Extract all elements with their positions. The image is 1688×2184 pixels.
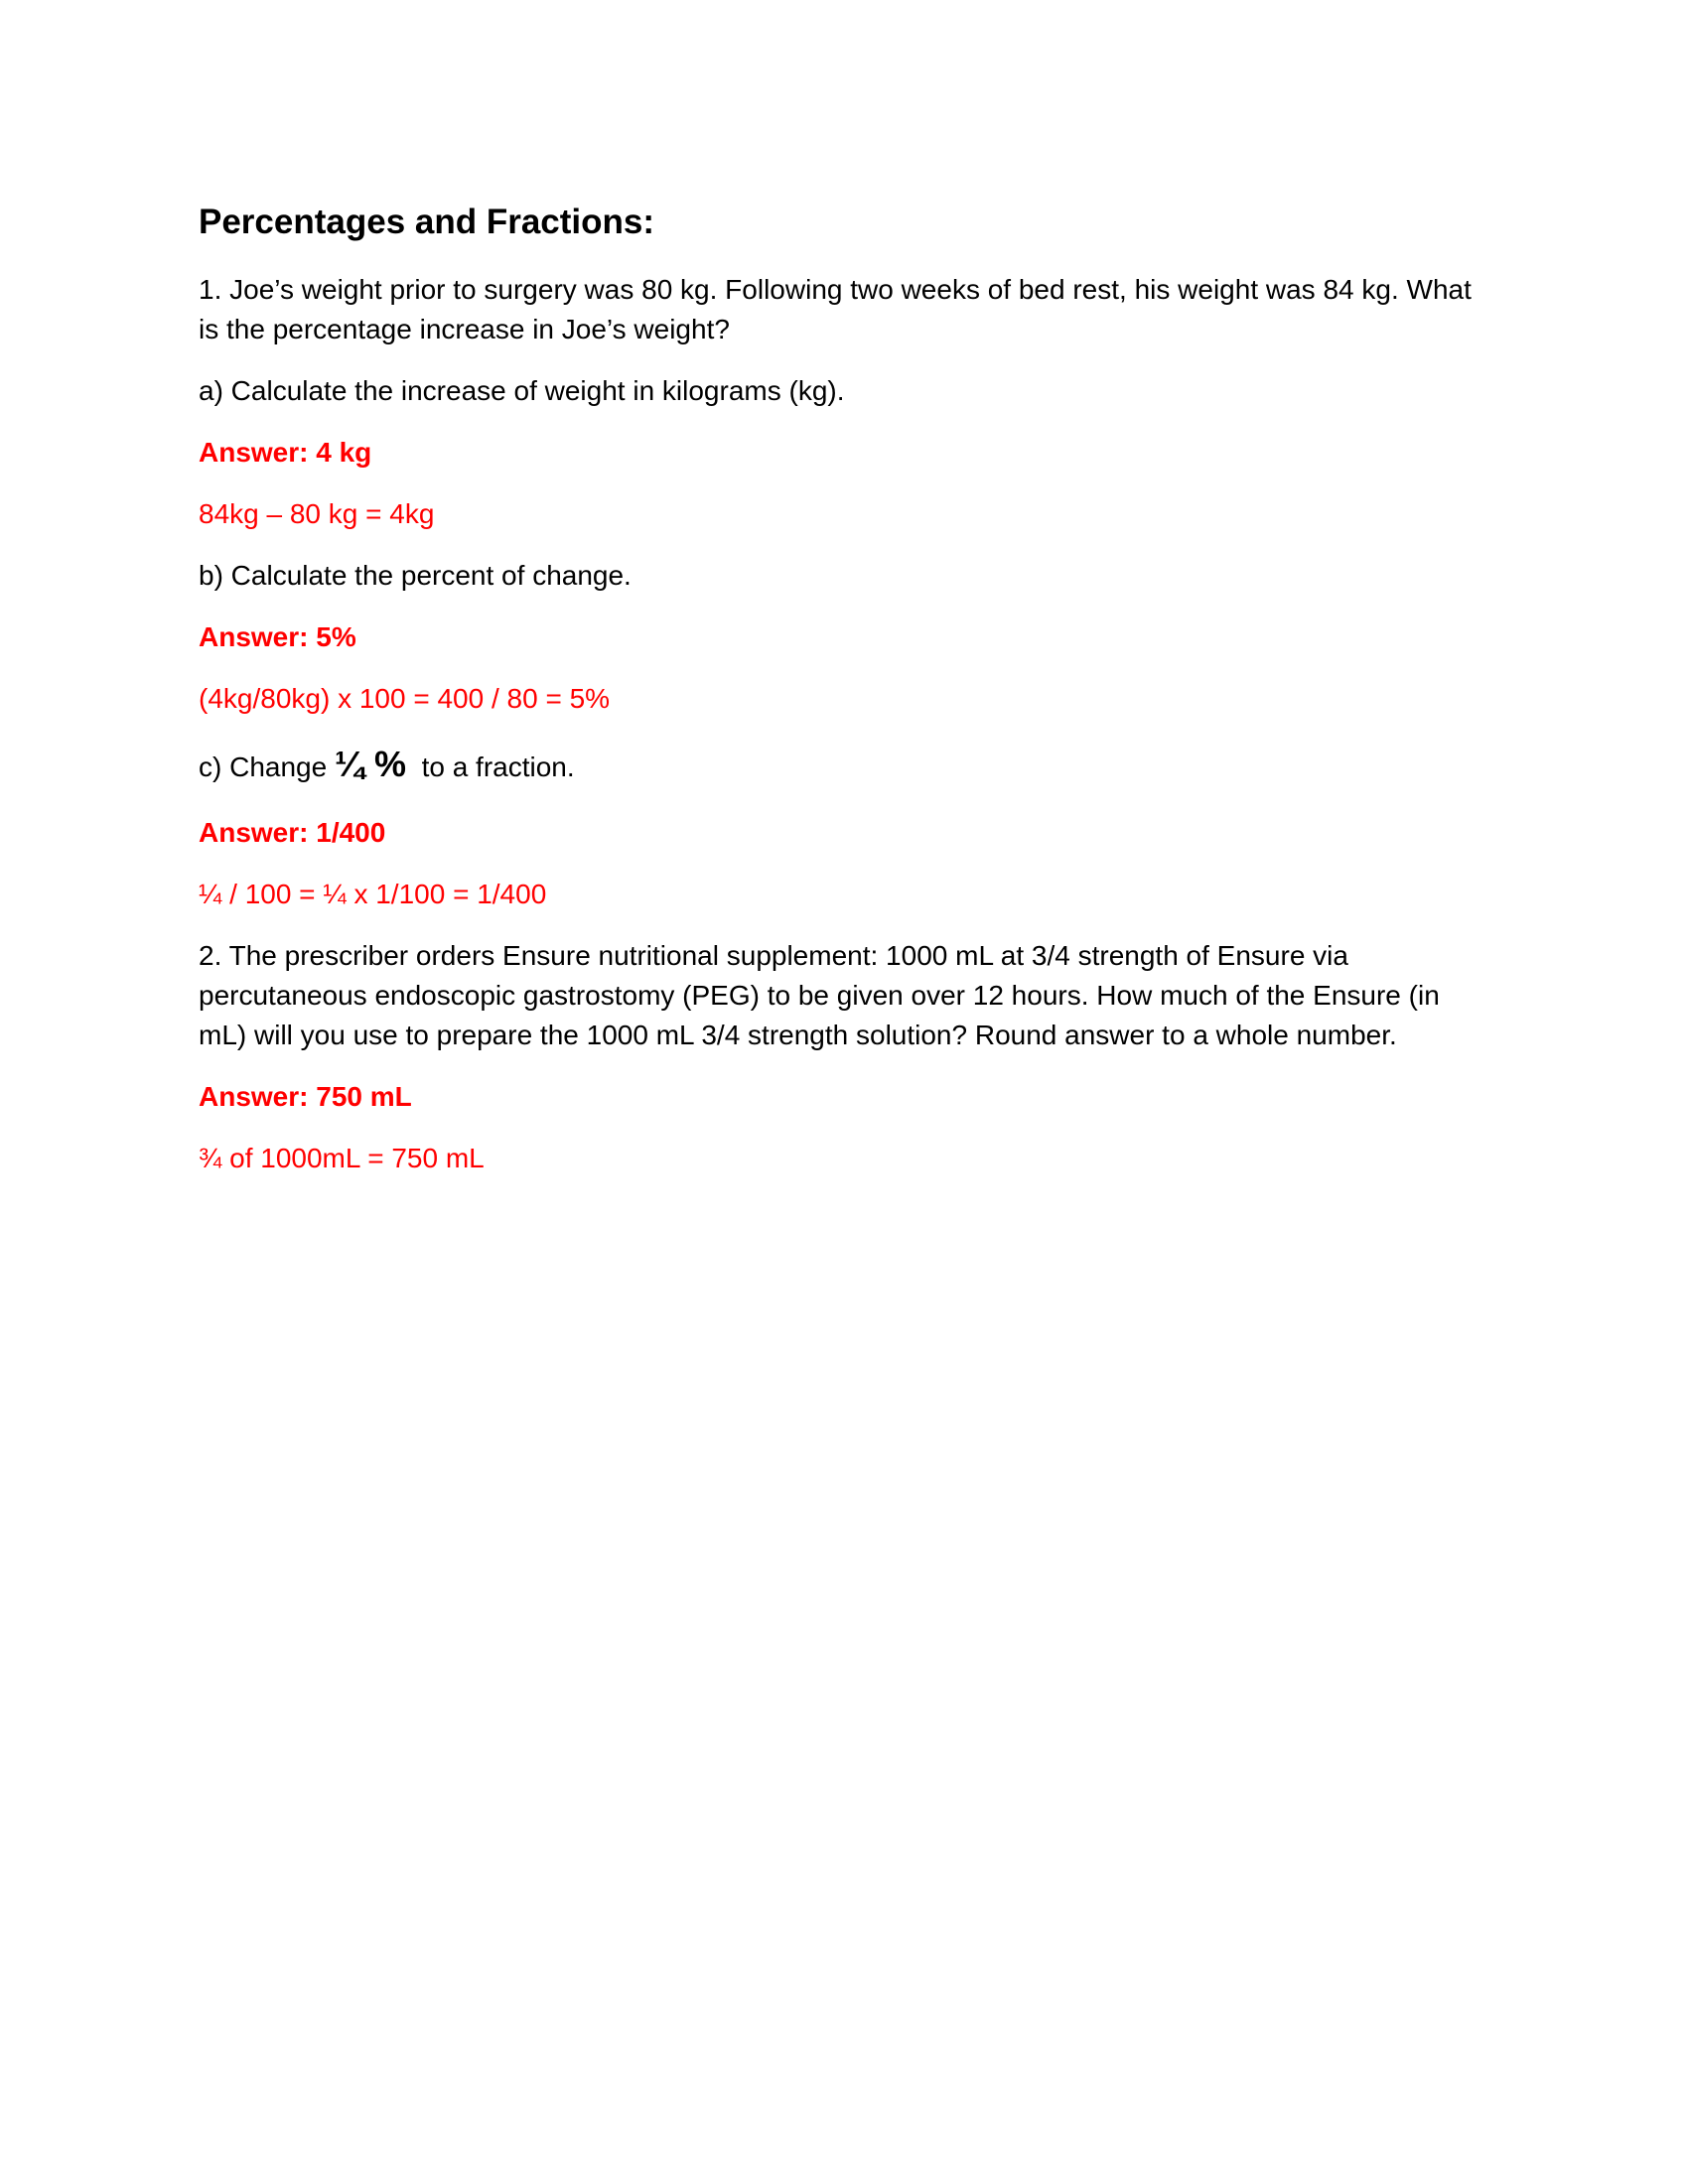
question-1b-answer: Answer: 5% (199, 621, 356, 652)
page-title: Percentages and Fractions: (199, 203, 655, 241)
question-1c-prompt (199, 741, 1489, 791)
question-1a-answer: Answer: 4 kg (199, 437, 372, 468)
question-2-work: ¾ of 1000mL = 750 mL (199, 1143, 485, 1173)
document-content (199, 199, 1489, 1200)
question-1c-prompt-value: ¼ % (334, 744, 407, 784)
question-1a-work: 84kg – 80 kg = 4kg (199, 498, 435, 529)
question-1-text: 1. Joe’s weight prior to surgery was 80 kg. Following two weeks of bed rest, his weight was 84 kg. What is the percentage increase in Joe’s weight? (199, 274, 1472, 344)
question-1a-prompt: a) Calculate the increase of weight in kilograms (kg). (199, 375, 845, 406)
question-1c-answer: Answer: 1/400 (199, 817, 386, 848)
question-1b-work: (4kg/80kg) x 100 = 400 / 80 = 5% (199, 683, 611, 714)
question-1b-prompt: b) Calculate the percent of change. (199, 560, 632, 591)
question-2-answer: Answer: 750 mL (199, 1081, 412, 1112)
question-1c-prompt-prefix: c) Change (199, 751, 335, 782)
question-2-text: 2. The prescriber orders Ensure nutritional supplement: 1000 mL at 3/4 strength of Ensure via percutaneous endoscopic gastrostomy (PEG) to be given over 12 hours. How much of the Ensure (in mL) will you use to prepare the 1000 mL 3/4 strength solution? Round answer to a whole number. (199, 940, 1440, 1050)
question-1c-prompt-suffix: to a fraction. (406, 751, 575, 782)
question-1c-work: ¼ / 100 = ¼ x 1/100 = 1/400 (199, 879, 547, 909)
